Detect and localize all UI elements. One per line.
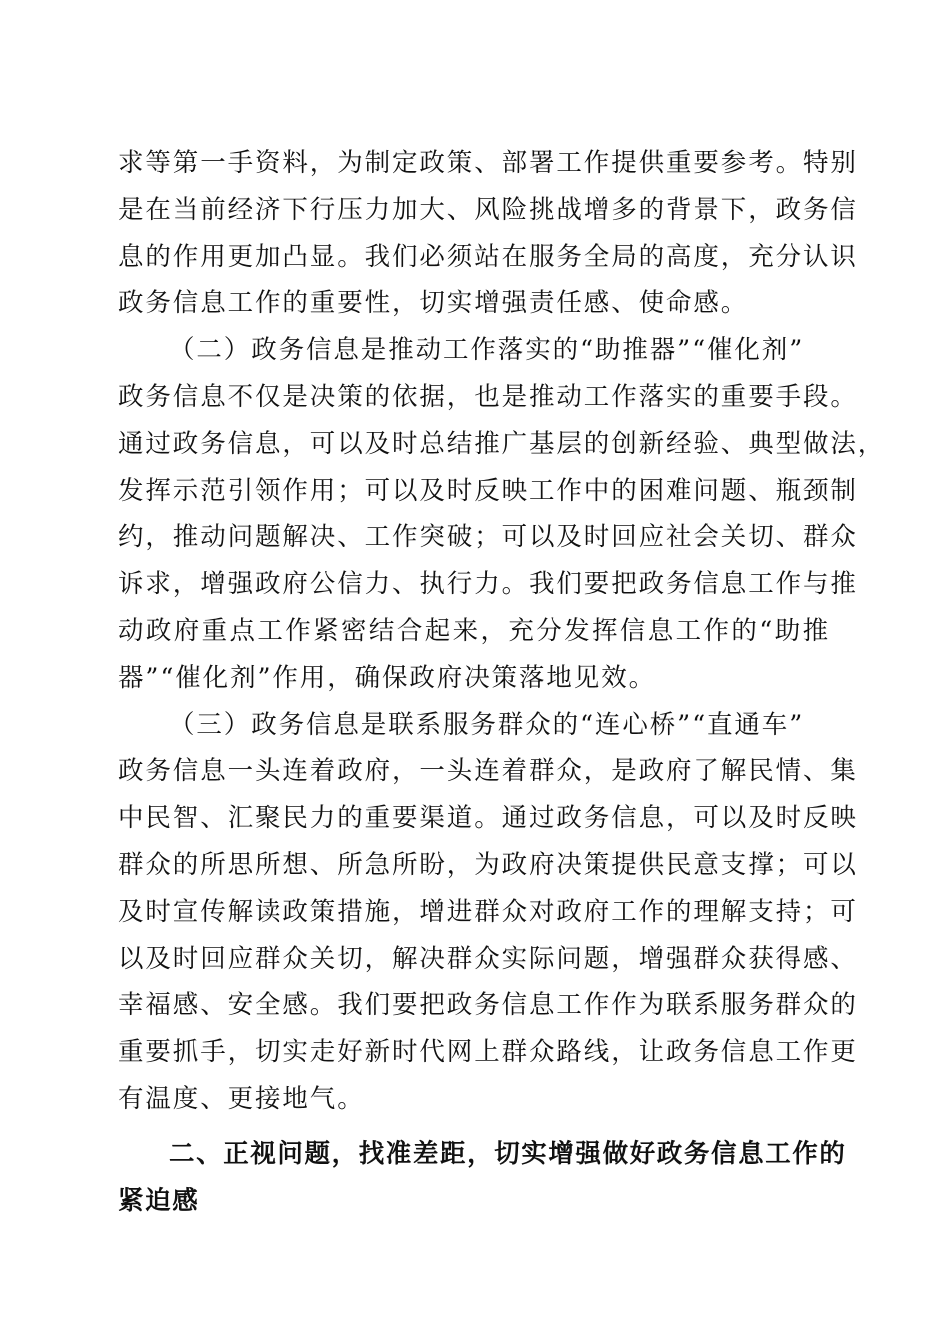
- text-line: 诉求，增强政府公信力、执行力。我们要把政务信息工作与推: [118, 569, 858, 600]
- text-line: 有温度、更接地气。: [118, 1083, 365, 1114]
- text-line: 通过政务信息，可以及时总结推广基层的创新经验、典型做法，: [118, 428, 886, 459]
- text-line: 政务信息一头连着政府，一头连着群众，是政府了解民情、集: [118, 756, 858, 787]
- text-line: 及时宣传解读政策措施，增进群众对政府工作的理解支持；可: [118, 896, 858, 927]
- text-line: 重要抓手，切实走好新时代网上群众路线，让政务信息工作更: [118, 1037, 858, 1068]
- section-heading-2: 二、正视问题，找准差距，切实增强做好政务信息工作的: [169, 1138, 847, 1169]
- text-line: 器”“催化剂”作用，确保政府决策落地见效。: [118, 662, 657, 693]
- text-line: 动政府重点工作紧密结合起来，充分发挥信息工作的“助推: [118, 615, 830, 646]
- text-line: 政务信息不仅是决策的依据，也是推动工作落实的重要手段。: [118, 381, 858, 412]
- subheading-3: （三）政务信息是联系服务群众的“连心桥”“直通车”: [169, 709, 805, 740]
- text-line: 幸福感、安全感。我们要把政务信息工作作为联系服务群众的: [118, 990, 858, 1021]
- text-line: 以及时回应群众关切，解决群众实际问题，增强群众获得感、: [118, 943, 858, 974]
- text-line: 约，推动问题解决、工作突破；可以及时回应社会关切、群众: [118, 522, 858, 553]
- text-line: 息的作用更加凸显。我们必须站在服务全局的高度，充分认识: [118, 241, 858, 272]
- subheading-2: （二）政务信息是推动工作落实的“助推器”“催化剂”: [169, 335, 805, 366]
- text-line: 政务信息工作的重要性，切实增强责任感、使命感。: [118, 288, 749, 319]
- text-line: 是在当前经济下行压力加大、风险挑战增多的背景下，政务信: [118, 194, 858, 225]
- text-line: 群众的所思所想、所急所盼，为政府决策提供民意支撑；可以: [118, 849, 858, 880]
- document-page: [118, 140, 886, 1224]
- text-line: 求等第一手资料，为制定政策、部署工作提供重要参考。特别: [118, 148, 858, 178]
- text-line: 发挥示范引领作用；可以及时反映工作中的困难问题、瓶颈制: [118, 475, 858, 506]
- text-line: 中民智、汇聚民力的重要渠道。通过政务信息，可以及时反映: [118, 803, 858, 834]
- section-heading-2-continued: 紧迫感: [118, 1185, 200, 1216]
